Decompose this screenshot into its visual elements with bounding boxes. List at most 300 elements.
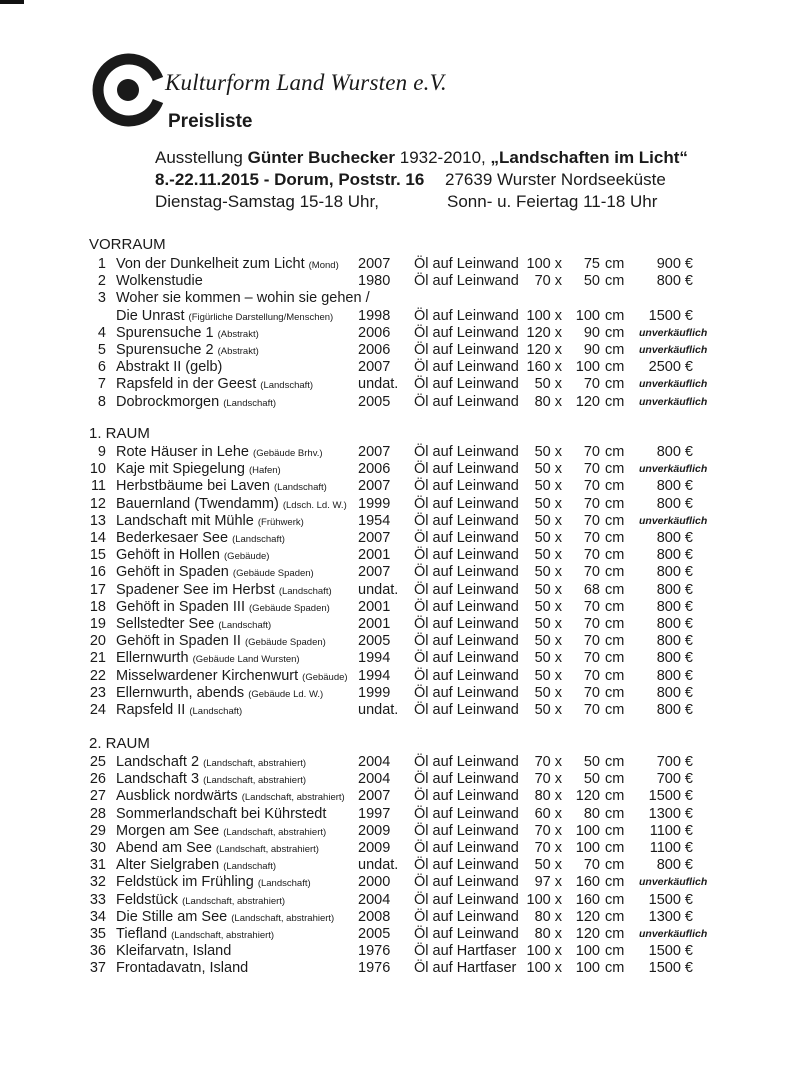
artwork-row [0,892,791,909]
artwork-title: Bauernland (Twendamm) [116,495,279,512]
artwork-width: 100 x [526,960,562,977]
artwork-number: 23 [89,684,106,701]
artwork-price: 800 € [656,547,693,564]
artwork-medium: Öl auf Leinwand [414,926,519,942]
artwork-medium: Öl auf Leinwand [414,461,519,478]
artwork-medium: Öl auf Leinwand [414,547,519,564]
artwork-width: 50 x [534,376,562,393]
artwork-width: 60 x [534,805,562,822]
artwork-title-cell [116,359,222,375]
artwork-row [0,599,791,616]
artwork-medium: Öl auf Leinwand [414,598,519,615]
artwork-number: 4 [97,324,106,341]
dimension-unit: cm [605,908,625,925]
artwork-number: 27 [89,788,106,805]
artwork-row [0,496,791,513]
artwork-row [0,478,791,495]
artwork-medium: Öl auf Leinwand [414,324,519,341]
dimension-unit: cm [605,891,625,908]
artwork-height: 100 [575,943,600,960]
artwork-width: 50 x [534,598,562,615]
artwork-height: 120 [575,908,600,925]
artwork-category: (Landschaft) [257,878,311,890]
artwork-number: 22 [89,667,106,684]
artwork-number: 26 [89,771,106,788]
artwork-year: 2009 [358,822,391,839]
artwork-price: 800 € [656,598,693,615]
artwork-category: (Landschaft, abstrahiert) [203,775,307,787]
dimension-unit: cm [605,840,625,856]
dimension-unit: cm [605,547,625,564]
artwork-category: (Landschaft) [278,585,332,597]
artwork-title-cell [116,960,248,976]
dimension-unit: cm [605,495,625,512]
section-heading: 1. RAUM [89,425,150,442]
artwork-medium: Öl auf Leinwand [414,822,519,839]
artwork-width: 50 x [534,702,562,718]
artwork-year: 1980 [358,273,391,290]
artwork-category: (Gebäude Brhv.) [253,448,323,459]
artwork-category: (Hafen) [249,465,281,477]
artwork-height: 70 [583,547,600,564]
artwork-height: 120 [575,788,600,805]
not-for-sale-label: unverkäuflich [639,344,708,356]
dimension-unit: cm [605,478,625,495]
artwork-price: 1500 € [648,943,693,960]
artwork-year: 2004 [358,891,391,908]
artwork-width: 50 x [534,512,562,529]
artwork-category: (Gebäude Spaden) [232,568,314,580]
artwork-row [0,960,791,977]
artwork-price: 800 € [656,478,693,495]
artwork-row [0,273,791,290]
artwork-category: (Landschaft, abstrahiert) [171,930,275,941]
artwork-width: 50 x [534,857,562,874]
dimension-unit: cm [605,616,625,632]
artwork-price: 800 € [656,857,693,874]
artwork-width: 50 x [534,616,562,632]
artwork-row [0,857,791,874]
holiday-hours: Sonn- u. Feiertag 11-18 Uhr [447,192,658,211]
artwork-price: 1500 € [648,307,693,324]
artwork-width: 50 x [534,633,562,650]
artwork-title: Gehöft in Spaden [116,564,229,581]
dimension-unit: cm [605,444,625,460]
artwork-height: 75 [583,256,600,272]
artwork-height: 80 [583,805,600,822]
artwork-title: Abstrakt II (gelb) [116,359,223,376]
artwork-number: 34 [89,908,106,925]
artwork-year: 2001 [358,598,391,615]
artwork-width: 120 x [526,342,562,358]
artwork-number: 9 [97,444,106,460]
artwork-row [0,444,791,461]
artwork-row [0,513,791,530]
dimension-unit: cm [605,512,625,529]
artwork-medium: Öl auf Leinwand [414,771,519,788]
artwork-height: 70 [583,857,600,874]
dimension-unit: cm [605,581,625,598]
artwork-height: 70 [583,702,600,718]
artwork-price: 800 € [656,581,693,598]
artwork-row [0,564,791,581]
artwork-title-cell [116,547,269,563]
artwork-width: 120 x [526,324,562,341]
artwork-width: 100 x [526,307,562,324]
dimension-unit: cm [605,702,625,718]
artwork-title-cell [116,823,326,839]
artwork-year: 1998 [358,307,391,324]
artwork-medium: Öl auf Leinwand [414,857,519,874]
dimension-unit: cm [605,342,625,358]
artwork-row [0,788,791,805]
artwork-row [0,616,791,633]
artwork-width: 80 x [534,908,562,925]
artwork-height: 50 [583,754,600,770]
artwork-height: 70 [583,633,600,650]
artwork-title-cell [116,668,348,684]
dimension-unit: cm [605,805,625,822]
artwork-price: 800 € [656,530,693,546]
artwork-height: 70 [583,564,600,581]
artwork-width: 100 x [526,943,562,960]
artwork-row [0,461,791,478]
artwork-title: Sellstedter See [116,616,215,632]
artwork-width: 50 x [534,650,562,667]
artwork-title: Die Unrast [116,307,185,324]
artwork-price: 800 € [656,702,693,718]
artwork-title: Feldstück [116,891,179,908]
artwork-width: 70 x [534,822,562,839]
artwork-price: 1500 € [648,788,693,805]
artwork-title: Rapsfeld II [116,702,186,718]
artwork-number: 10 [89,461,106,478]
artwork-title: Woher sie kommen – wohin sie gehen / [116,290,370,307]
dimension-unit: cm [605,754,625,770]
artwork-row [0,342,791,359]
artwork-medium: Öl auf Leinwand [414,478,519,495]
artwork-height: 70 [583,512,600,529]
artwork-year: 2001 [358,547,391,564]
artwork-category: (Mond) [308,260,339,271]
artwork-number: 19 [89,616,106,632]
artwork-number: 2 [97,273,106,290]
exhibition-prefix: Ausstellung [155,148,248,167]
not-for-sale-label: unverkäuflich [639,876,708,889]
artwork-number: 14 [89,530,106,546]
artwork-number: 31 [89,857,106,874]
dimension-unit: cm [605,307,625,324]
artwork-category: (Landschaft, abstrahiert) [241,792,345,804]
artwork-price: 1300 € [648,908,693,925]
artwork-height: 70 [583,376,600,393]
dimension-unit: cm [605,393,625,410]
artwork-medium: Öl auf Leinwand [414,393,519,410]
artwork-price: 2500 € [648,359,693,376]
artwork-width: 50 x [534,667,562,684]
artwork-width: 80 x [534,926,562,942]
artwork-year: 2007 [358,478,391,495]
not-for-sale-label: unverkäuflich [639,378,708,391]
artwork-row [0,771,791,788]
artwork-row [0,668,791,685]
artwork-title: Gehöft in Hollen [116,547,220,564]
dimension-unit: cm [605,598,625,615]
artwork-category: (Landschaft, abstrahiert) [231,912,335,924]
artwork-height: 70 [583,598,600,615]
artwork-category: (Landschaft, abstrahiert) [215,844,319,855]
artwork-width: 50 x [534,547,562,564]
artwork-category: (Landschaft) [218,620,272,631]
dimension-unit: cm [605,461,625,478]
artwork-title: Herbstbäume bei Laven [116,478,270,495]
artwork-row [0,530,791,547]
artwork-medium: Öl auf Leinwand [414,891,519,908]
artwork-width: 80 x [534,393,562,410]
artwork-height: 68 [583,581,600,598]
artwork-height: 70 [583,650,600,667]
artwork-title-cell [116,926,274,942]
artwork-width: 160 x [526,359,562,376]
artwork-year: 2006 [358,461,391,478]
dimension-unit: cm [605,633,625,650]
artwork-title: Spadener See im Herbst [116,581,275,598]
artwork-title: Landschaft 3 [116,771,200,788]
artwork-number: 21 [89,650,106,667]
artwork-category: (Gebäude Spaden) [249,602,330,614]
artwork-title-cell [116,513,304,529]
artwork-number: 5 [97,342,106,358]
artwork-row [0,943,791,960]
artwork-year: 1994 [358,667,391,684]
artwork-category: (Abstrakt) [217,346,259,357]
artwork-title: Tiefland [116,926,168,942]
artwork-row [0,633,791,650]
artwork-title: Ellernwurth [116,650,189,667]
artwork-title-cell [116,685,323,701]
artwork-medium: Öl auf Leinwand [414,376,519,393]
artwork-width: 50 x [534,564,562,581]
weekday-hours: Dienstag-Samstag 15-18 Uhr, [155,192,379,211]
artwork-category: (Landschaft) [232,534,285,545]
artwork-price: 800 € [656,667,693,684]
artwork-height: 70 [583,495,600,512]
artwork-title-cell [116,342,259,358]
dimension-unit: cm [605,256,625,272]
dimension-unit: cm [605,857,625,874]
artwork-title-cell [116,564,314,580]
artwork-title: Gehöft in Spaden II [116,633,241,650]
artwork-year: 2001 [358,616,391,632]
artwork-medium: Öl auf Leinwand [414,530,519,546]
artwork-title: Rote Häuser in Lehe [116,444,249,460]
artwork-title-cell [116,943,231,959]
artwork-year: 2006 [358,324,391,341]
artwork-title: Sommerlandschaft bei Kührstedt [116,805,327,822]
artwork-title-cell [116,857,276,873]
artwork-category: (Landschaft) [223,861,277,873]
artwork-width: 70 x [534,771,562,788]
artwork-year: 2006 [358,342,391,358]
artwork-number: 8 [97,393,106,410]
artwork-year: 2007 [358,788,391,805]
artwork-medium: Öl auf Leinwand [414,667,519,684]
opening-hours-line [155,192,658,212]
artwork-height: 50 [583,771,600,788]
not-for-sale-label: unverkäuflich [639,395,708,408]
artwork-category: (Landschaft) [189,706,243,717]
artwork-width: 50 x [534,684,562,701]
dimension-unit: cm [605,530,625,546]
artwork-price: 1100 € [649,840,693,856]
not-for-sale-label: unverkäuflich [639,928,708,940]
artwork-price: 700 € [656,771,693,788]
artwork-category: (Gebäude) [224,551,270,563]
artwork-width: 97 x [534,874,562,891]
artwork-width: 100 x [526,891,562,908]
artwork-title: Spurensuche 1 [116,324,214,341]
artwork-title: Von der Dunkelheit zum Licht [116,256,305,272]
artwork-medium: Öl auf Leinwand [414,908,519,925]
artwork-width: 70 x [534,273,562,290]
artwork-width: 100 x [526,256,562,272]
artwork-year: 2000 [358,874,391,891]
artwork-number: 35 [89,926,106,942]
artwork-price: 1500 € [648,891,693,908]
dimension-unit: cm [605,960,625,977]
artwork-year: undat. [358,702,399,718]
artwork-title: Wolkenstudie [116,273,203,290]
artwork-year: undat. [358,581,399,598]
artwork-row [0,359,791,376]
logo-ring-dot-icon [91,53,165,127]
artwork-number: 16 [89,564,106,581]
artwork-width: 50 x [534,461,562,478]
artwork-title-cell [116,840,319,856]
artwork-number: 33 [89,891,106,908]
not-for-sale-label: unverkäuflich [639,514,708,527]
artwork-year: 2005 [358,633,391,650]
artwork-title: Morgen am See [116,822,220,839]
artwork-price: 1100 € [649,822,693,839]
dimension-unit: cm [605,376,625,393]
artwork-height: 70 [583,616,600,632]
artwork-row [0,702,791,719]
artwork-title: Alter Sielgraben [116,857,220,874]
dimension-unit: cm [605,650,625,667]
artwork-category: (Gebäude Spaden) [244,637,326,649]
artwork-price: 700 € [656,754,693,770]
artwork-category: (Gebäude) [302,671,348,683]
artwork-price: 1300 € [648,805,693,822]
artwork-row [0,840,791,857]
artwork-row [0,926,791,943]
artwork-number: 6 [97,359,106,376]
artwork-price: 800 € [656,684,693,701]
artwork-width: 50 x [534,478,562,495]
artwork-year: 2004 [358,754,391,770]
artwork-title-cell [116,788,345,804]
artwork-year: 2007 [358,256,391,272]
artwork-title: Gehöft in Spaden III [116,598,245,615]
artwork-title-cell [116,771,306,787]
artwork-row [0,308,791,325]
scan-corner-mark [0,0,24,4]
artwork-category: (Figürliche Darstellung/Menschen) [188,311,334,323]
artwork-year: 2007 [358,444,391,460]
artwork-title-cell [116,376,313,392]
artwork-medium: Öl auf Leinwand [414,564,519,581]
artwork-title: Spurensuche 2 [116,342,214,358]
artwork-medium: Öl auf Hartfaser [414,943,517,960]
artwork-row [0,806,791,823]
artwork-category: (Landschaft, abstrahiert) [203,758,307,769]
org-name: Kulturform Land Wursten e.V. [165,70,447,95]
artwork-year: undat. [358,857,399,874]
artwork-number: 32 [89,874,106,891]
artwork-medium: Öl auf Leinwand [414,633,519,650]
artwork-number: 24 [89,702,106,718]
artwork-width: 50 x [534,581,562,598]
dimension-unit: cm [605,926,625,942]
artwork-row [0,874,791,891]
artwork-title-cell [116,892,285,908]
artwork-title-cell [116,702,242,718]
artwork-row [0,754,791,771]
artwork-price: 900 € [656,256,693,272]
artwork-title-cell [116,461,281,477]
artwork-title-cell [116,478,327,494]
artwork-year: 2005 [358,926,391,942]
artwork-number: 11 [90,478,106,495]
artwork-medium: Öl auf Leinwand [414,273,519,290]
artwork-title-cell [116,496,347,512]
dimension-unit: cm [605,359,625,376]
artwork-height: 100 [575,359,600,376]
artwork-number: 1 [97,256,106,272]
artwork-category: (Gebäude Ld. W.) [248,688,324,700]
artwork-title-cell [116,308,333,324]
artwork-row [0,325,791,342]
artwork-price: 800 € [656,650,693,667]
artwork-medium: Öl auf Leinwand [414,702,519,718]
artwork-title-cell [116,394,276,410]
artwork-title-cell [116,909,334,925]
artwork-number: 28 [89,805,106,822]
artwork-title: Die Stille am See [116,908,228,925]
artwork-year: 2009 [358,840,391,856]
artwork-medium: Öl auf Leinwand [414,840,519,856]
doc-title: Preisliste [168,111,253,132]
artwork-title: Rapsfeld in der Geest [116,376,257,393]
artwork-year: 1976 [358,960,391,977]
artwork-price: 800 € [656,495,693,512]
artwork-height: 160 [575,874,600,891]
artwork-number: 17 [89,581,106,598]
artwork-price: 1500 € [648,960,693,977]
artwork-title-cell [116,616,271,632]
artwork-row [0,394,791,411]
artwork-medium: Öl auf Leinwand [414,512,519,529]
artwork-number: 30 [89,840,106,856]
artwork-year: 1954 [358,512,391,529]
artwork-number: 7 [97,376,106,393]
artwork-title-cell [116,273,203,289]
artwork-height: 120 [575,926,600,942]
artwork-title: Bederkesaer See [116,530,229,546]
artwork-number: 36 [89,943,106,960]
artwork-year: 2004 [358,771,391,788]
